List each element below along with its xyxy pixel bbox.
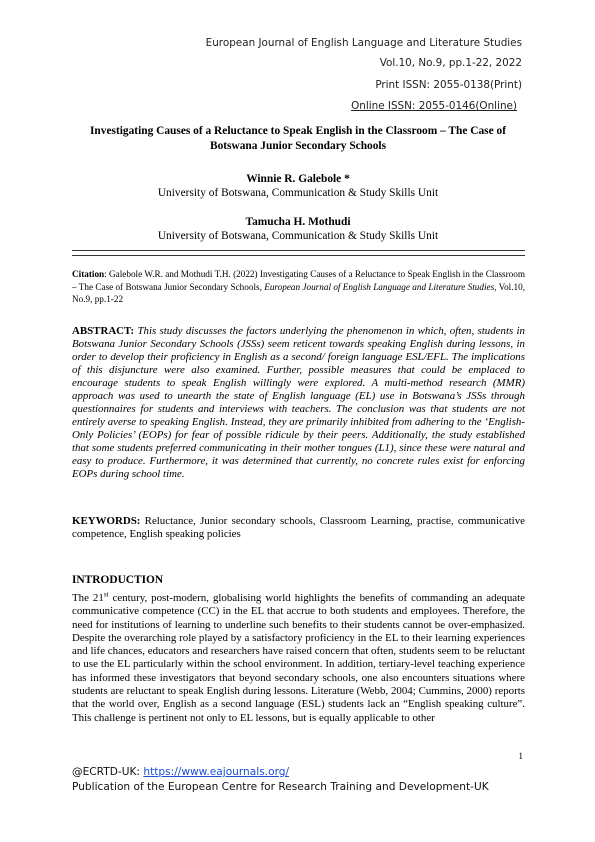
keywords-text: Reluctance, Junior secondary schools, Classroom Learning, practise, communicative competence, English speaking policies: [72, 515, 525, 541]
citation-journal: European Journal of English Language and Literature Studies: [264, 281, 495, 292]
author-affiliation: University of Botswana, Communication & Study Skills Unit: [157, 187, 439, 199]
journal-name: European Journal of English Language and Literature Studies: [205, 37, 522, 49]
paper-title: [72, 124, 524, 154]
title-line-1: Investigating Causes of a Reluctance to Speak English in the Classroom – The Case of: [90, 125, 506, 137]
introduction-paragraph: [72, 592, 525, 725]
intro-superscript: st: [103, 590, 109, 599]
keywords: [72, 515, 525, 541]
divider-rule: [72, 255, 525, 256]
citation-label: Citation: [72, 269, 105, 279]
print-issn: Print ISSN: 2055-0138(Print): [375, 79, 522, 91]
abstract: [72, 325, 525, 481]
journal-link[interactable]: https://www.eajournals.org/: [143, 766, 290, 778]
footer-handle: @ECRTD-UK:: [72, 766, 144, 778]
divider-rule: [72, 250, 525, 251]
author-affiliation: University of Botswana, Communication & Study Skills Unit: [157, 230, 439, 242]
citation-volume: , Vol.10, No.9, pp.1-22: [72, 281, 526, 305]
intro-text: century, post-modern, globalising world highlights the benefits of commanding an adequate communicative competence (CC) in the EL that accrue to both students and employees. Therefore, the need for institutions of learning to underline such benefits to their students cannot be over-emphasized. Despite the overarching role played by a satisfactory proficiency in the EL to their learning experiences and life chances, educators and researchers have raised concern that often, students seem to be reluctant to use the EL particularly within the school environment. In addition, tertiary-level teaching experience has informed these investigators that beyond secondary schools, one also encounters situations where students are reluctant to speak English during lessons. Literature (Webb, 2004; Cummins, 2000) reports that the world over, English as a second language (ESL) students lack an “English speaking culture”. This challenge is pertinent not only to EL lessons, but is equally applicable to other: [72, 592, 525, 724]
author-name: Winnie R. Galebole *: [246, 173, 350, 185]
author-block-2: [72, 215, 524, 244]
footer-publisher: Publication of the European Centre for Research Training and Development-UK: [72, 781, 489, 793]
citation-text: : Galebole W.R. and Mothudi T.H. (2022) Investigating Causes of a Reluctance to Speak English in the Classroom – The Case of Botswana Junior Secondary Schools,: [72, 269, 525, 292]
title-line-2: Botswana Junior Secondary Schools: [209, 140, 387, 152]
page-number: 1: [518, 752, 523, 762]
abstract-label: ABSTRACT:: [72, 325, 135, 337]
online-issn: Online ISSN: 2055-0146(Online): [351, 100, 517, 112]
intro-text-start: The 21: [72, 592, 104, 604]
footer-handle-line: [72, 766, 289, 778]
volume-info: Vol.10, No.9, pp.1-22, 2022: [379, 57, 522, 69]
section-heading-introduction: INTRODUCTION: [72, 574, 164, 586]
keywords-label: KEYWORDS:: [72, 515, 141, 527]
citation: [72, 268, 525, 306]
author-block-1: [72, 172, 524, 201]
author-name: Tamucha H. Mothudi: [245, 216, 351, 228]
abstract-text: This study discusses the factors underlying the phenomenon in which, often, students in Botswana Junior Secondary Schools (JSSs) seem reticent towards speaking English during lessons, in order to develop their proficiency in English as a second/ foreign language ESL/EFL. The implications of this disjuncture were also examined. Further, possible measures that could be emplaced to encourage students to speak English willingly were explored. A multi-method research (MMR) approach was used to unearth the state of English language (EL) use in Botswana’s JSSs through questionnaires for students and interviews with teachers. The conclusion was that students are not entirely averse to speaking English. Instead, they are primarily inhibited from adhering to the ‘English-Only Policies’ (EOPs) for fear of possible ridicule by their peers. Additionally, the study established that some students preferred communicating in their mother tongues (L1), since these were natural and easy to produce. Furthermore, it was determined that currently, no concrete rules exist for enforcing EOPs during school time.: [72, 325, 525, 480]
